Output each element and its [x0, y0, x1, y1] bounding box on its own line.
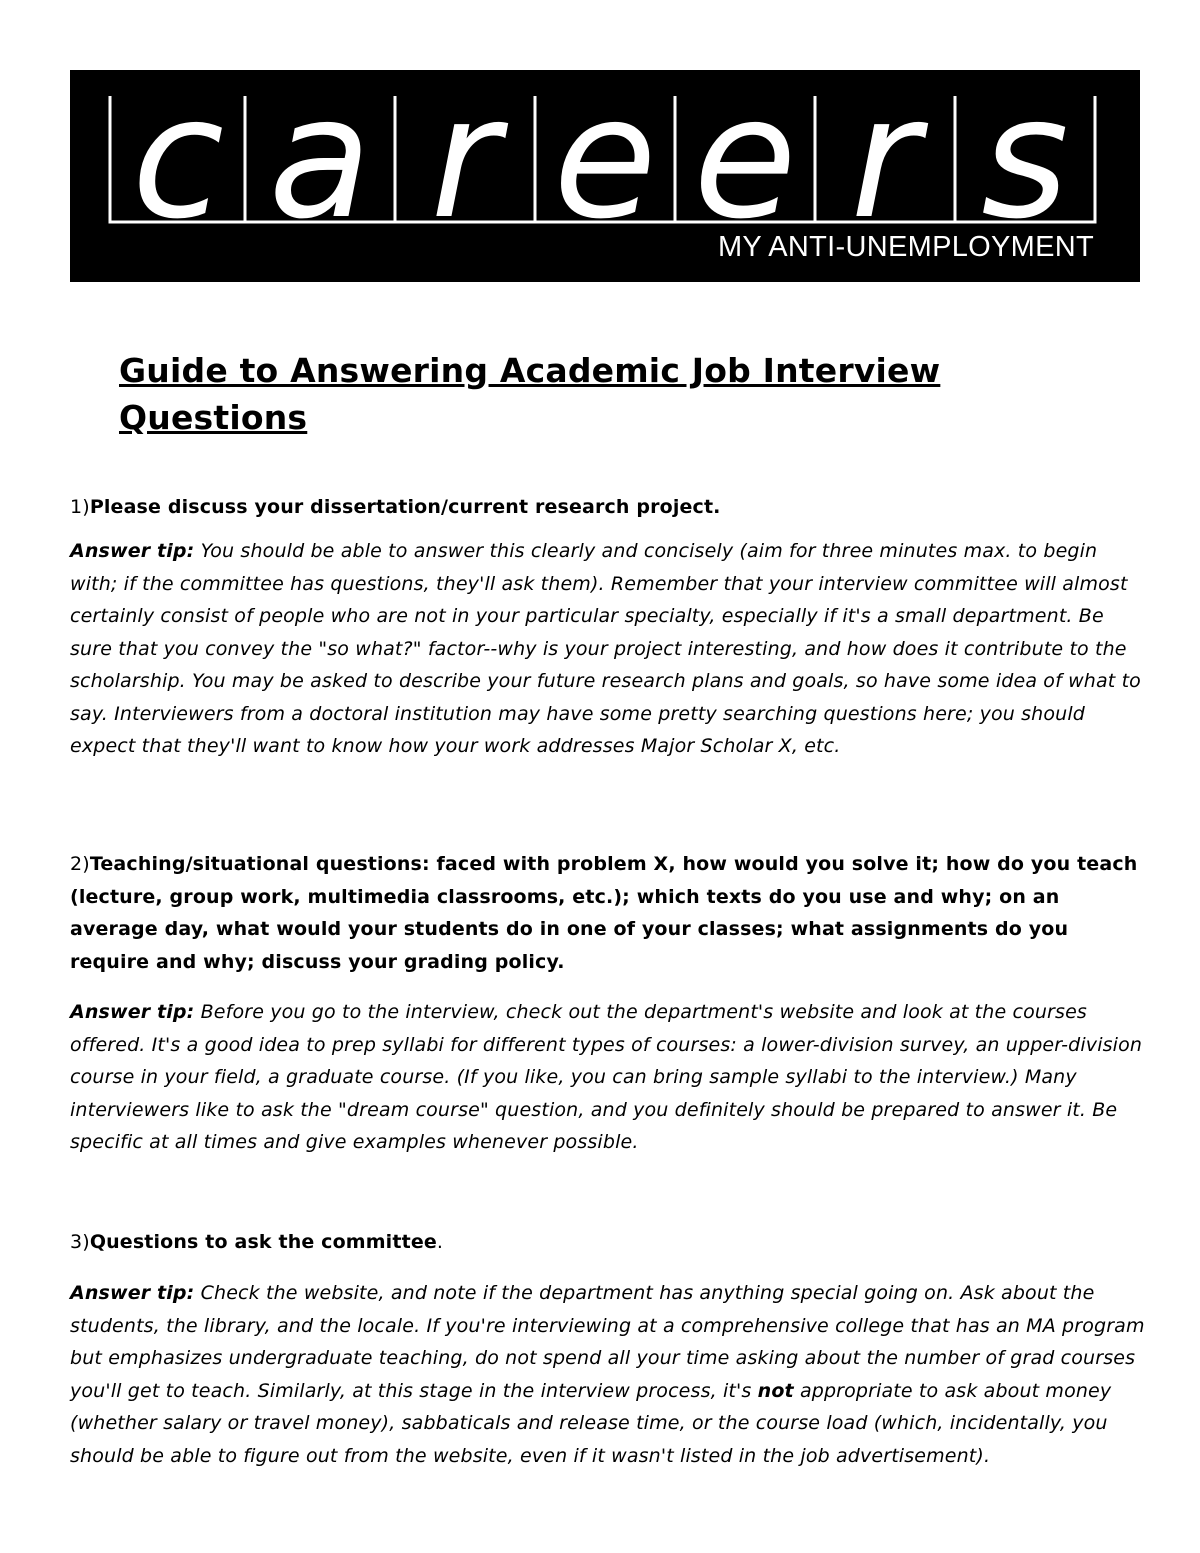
answer-tip-1 [70, 535, 1145, 763]
logo-letter: r [850, 70, 920, 256]
answer-tip-label: Answer tip: [70, 1282, 195, 1304]
answer-tip-label: Answer tip: [70, 1001, 195, 1023]
answer-tip-3 [70, 1277, 1145, 1472]
careers-banner [70, 70, 1140, 282]
answer-tip-text: Check the website, and note if the department has anything special going on. Ask about the students, the library, and the locale. If you're interviewing at a comprehensive college that has an MA program but emphasizes undergraduate teaching, do not spend all your time asking about the number of grad courses you'll get to teach. Similarly, at this stage in the interview process, it's [70, 1282, 1145, 1402]
question-1 [70, 491, 1145, 524]
banner-subtitle: MY ANTI-UNEMPLOYMENT [717, 231, 1094, 263]
logo-letter: s [981, 70, 1069, 256]
answer-tip-text: You should be able to answer this clearly and concisely (aim for three minutes max. to begin with; if the committee has questions, they'll ask them). Remember that your interview committee will almost certainly consist of people who are not in your particular specialty, especially if it's a small department. Be sure that you convey the "so what?" factor--why is your project interesting, and how does it contribute to the scholarship. You may be asked to describe your future research plans and goals, so have some idea of what to say. Interviewers from a doctoral institution may have some pretty searching questions here; you should expect that they'll want to know how your work addresses Major Scholar X, etc. [70, 540, 1141, 757]
question-number: 2) [70, 853, 90, 875]
answer-tip-label: Answer tip: [70, 540, 195, 562]
question-2 [70, 848, 1145, 978]
answer-tip-text: Before you go to the interview, check out the department's website and look at the courses offered. It's a good idea to prep syllabi for different types of courses: a lower-division survey, an upper-division course in your field, a graduate course. (If you like, you can bring sample syllabi to the interview.) Many interviewers like to ask the "dream course" question, and you definitely should be prepared to answer it. Be specific at all times and give examples whenever possible. [70, 1001, 1143, 1153]
logo-letter: r [430, 70, 500, 256]
answer-tip-2 [70, 996, 1145, 1159]
page-title: Guide to Answering Academic Job Interview Questions [119, 351, 941, 437]
logo-letter: c [131, 70, 225, 256]
logo-letter: e [693, 70, 797, 256]
logo-letter: e [553, 70, 657, 256]
question-number: 1) [70, 496, 90, 518]
question-number: 3) [70, 1231, 90, 1253]
question-3 [70, 1226, 1145, 1259]
answer-tip-emphasis: not [757, 1379, 794, 1402]
logo-letter: a [268, 70, 372, 256]
question-text: Please discuss your dissertation/current research project. [89, 496, 721, 518]
question-end: . [436, 1231, 444, 1253]
answer-tip-text-end: appropriate to ask about money (whether salary or travel money), sabbaticals and release time, or the course load (which, incidentally, you should be able to figure out from the website, even if it wasn't listed in the job advertisement). [70, 1379, 1112, 1467]
question-text: Questions to ask the committee [89, 1231, 437, 1253]
question-text: Teaching/situational questions: faced with problem X, how would you solve it; how do you teach (lecture, group work, multimedia classrooms, etc.); which texts do you use and why; on an average day, what would your students do in one of your classes; what assignments do you require and why; discuss your grading policy. [70, 853, 1138, 973]
